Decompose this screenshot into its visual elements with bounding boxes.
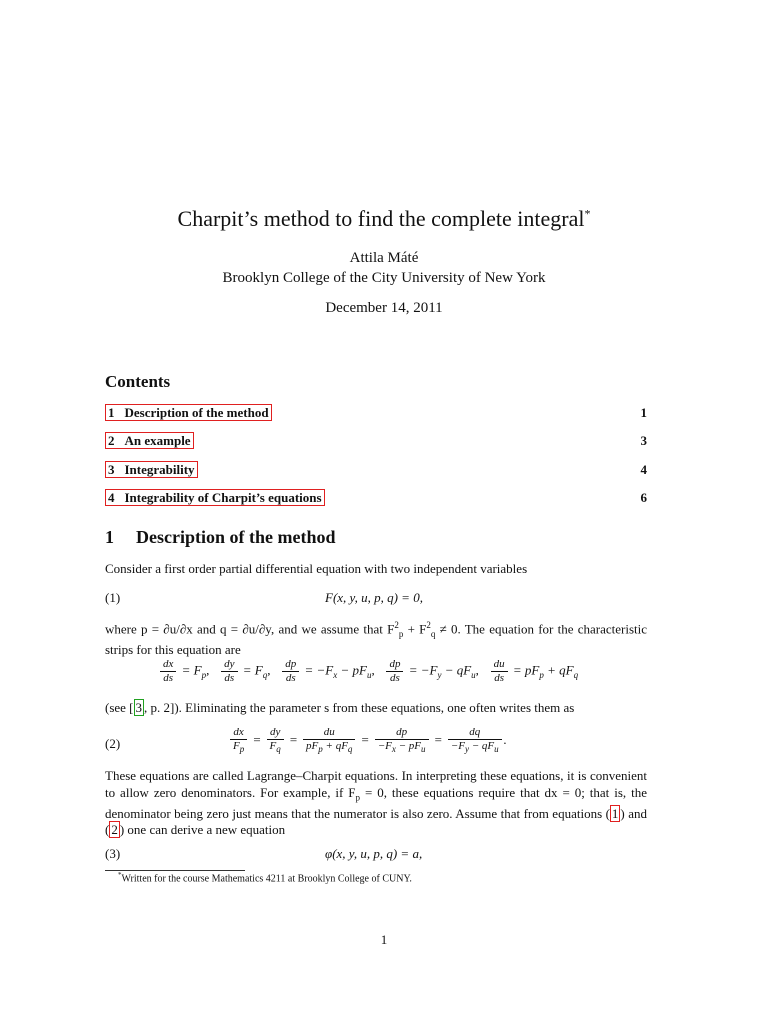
toc-link-example[interactable]: 2 An example [105,432,194,449]
contents-heading: Contents [105,372,171,391]
title-footnote-mark: * [584,206,591,221]
see-paragraph: (see [ 3 , p. 2]). Eliminating the parameter s from these equations, one often writes them as [105,700,575,715]
paper-title: Charpit’s method to find the complete integral* [177,206,591,231]
characteristic-equations: $\frac{dx}{ds}$ = $F_p$, $\frac{dy}{ds}$ = $F_q$, $\frac{dp}{ds}$ = $-F_x - pF_u$, $\frac{dp}{ds}$ = $-F_y - qF_u$, $\frac{du}{ds}$ = $pF_p + qF_q$ [158,658,578,685]
toc-item [105,461,647,479]
footnote: *Written for the course Mathematics 4211 at Brooklyn College of CUNY. [118,871,412,885]
equation-ref-link[interactable]: 2 [111,822,118,838]
toc-item [105,489,647,507]
equation-label: (2) [105,736,121,751]
page-number: 1 [380,932,388,947]
equation-1: F(x, y, u, p, q) = 0, [325,590,423,605]
toc-page-number: 6 [640,490,647,505]
toc-page-number: 1 [640,405,647,420]
equation-label: (1) [105,590,121,605]
equation-label: (3) [105,846,121,861]
equation-ref-link[interactable]: 1 [611,805,619,821]
toc-page-number: 3 [640,433,647,448]
intro-paragraph: Consider a first order partial differential equation with two independent variables [105,561,528,576]
toc-item [105,432,647,450]
lagrange-charpit-paragraph: These equations are called Lagrange–Charpit equations. In interpreting these equations, it is convenient to allow zero denominators. For example, if $F_p = 0$, these equations require that dx = 0; that is, the denominator being zero just means that the numerator is also zero. Assume that from equations ( 1 ) and ( 2 ) one can derive a new equation [105,768,647,838]
author: Attila Máté [349,250,419,266]
equation-3: φ(x, y, u, p, q) = a, [325,846,423,861]
toc-item [105,404,647,422]
toc-link-integrability[interactable]: 3 Integrability [105,461,198,478]
equation-2: $\frac{dx}{F_p}$ = $\frac{dy}{F_q}$ = $\frac{du}{pF_p + qF_q}$ = $\frac{dp}{-F_x - pF_u}$ = $\frac{dq}{-F_y - qF_u}$ . [228,726,507,756]
assumption-paragraph: where p = ∂u/∂x and q = ∂u/∂y, and we assume that $F^2_p + F^2_q \ne 0$. The equation for the characteristic strips for this equation are [105,620,648,658]
toc-link-description[interactable]: 1 Description of the method [105,404,272,421]
date: December 14, 2011 [325,300,443,316]
toc-link-charpit-integrability[interactable]: 4 Integrability of Charpit’s equations [105,489,325,506]
toc-page-number: 4 [640,462,647,477]
section-heading: 1 Description of the method [105,527,336,547]
citation-link[interactable]: 3 [135,700,143,715]
affiliation: Brooklyn College of the City University of New York [222,270,546,286]
